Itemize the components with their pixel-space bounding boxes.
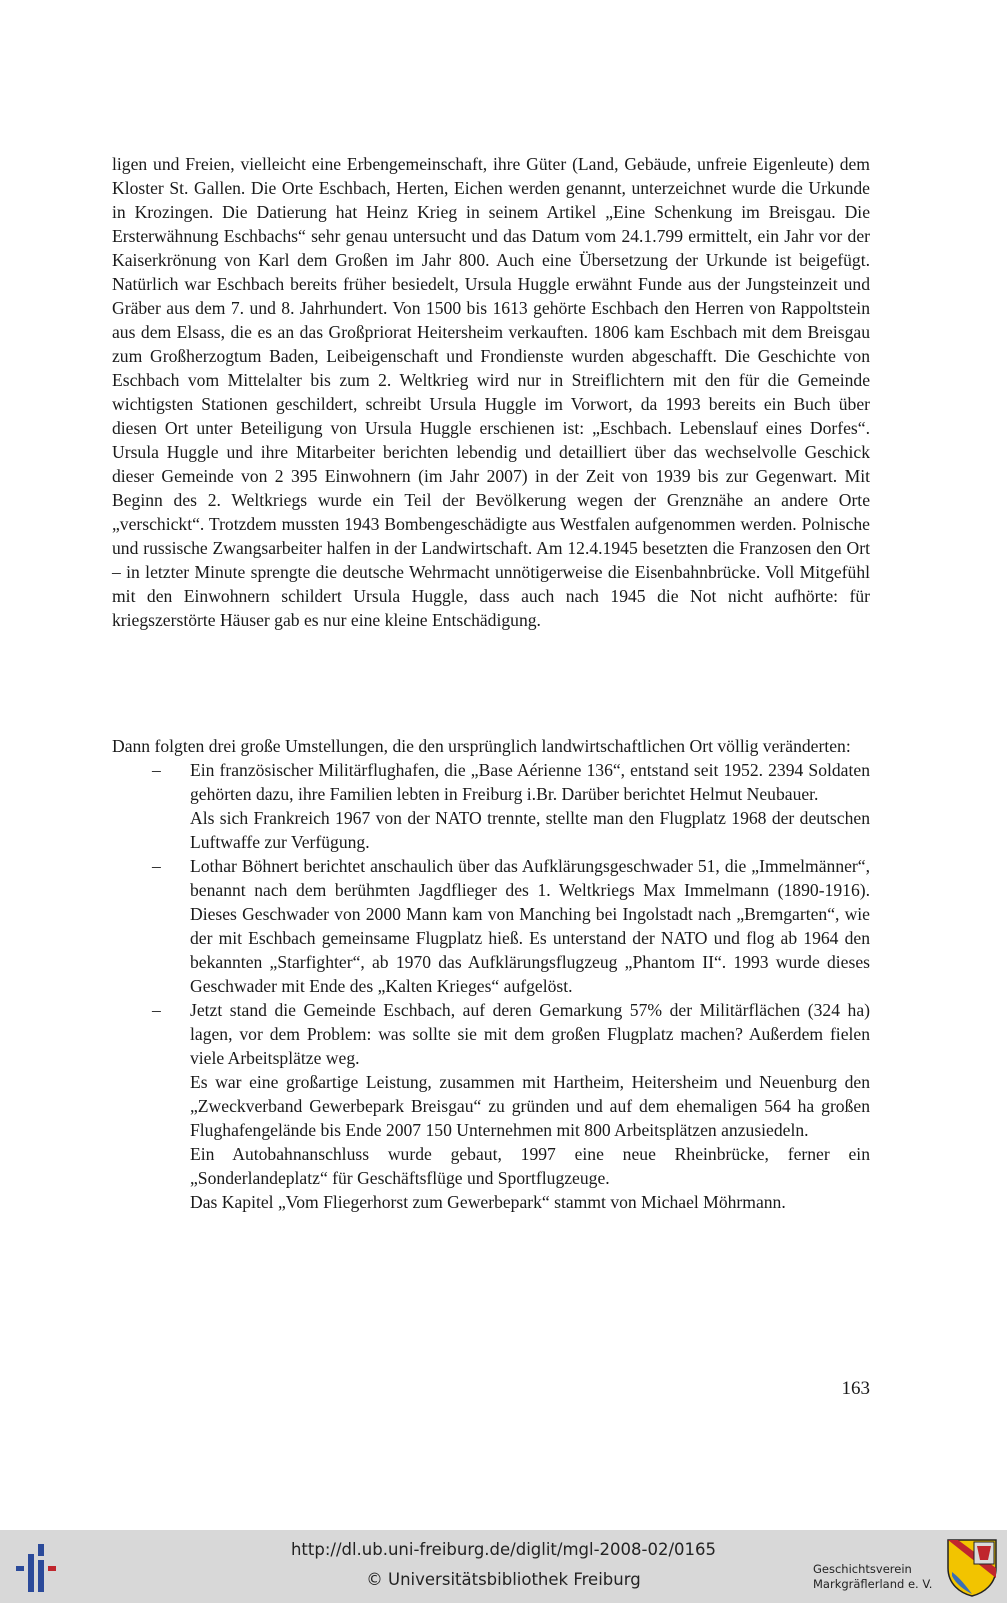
society-name — [813, 1562, 932, 1592]
paragraph-2-intro: Dann folgten drei große Umstellungen, die den ursprünglich landwirtschaftlichen Ort völlig veränderten: — [112, 736, 851, 756]
text-block-2 — [112, 734, 870, 1214]
paragraph-1: ligen und Freien, vielleicht eine Erbengemeinschaft, ihre Güter (Land, Gebäude, unfreie Eigenleute) dem Kloster St. Gallen. Die Orte Eschbach, Herten, Eichen werden genannt, unterzeichnet wurde die Urkunde in Krozingen. Die Datierung hat Heinz Krieg in seinem Artikel „Eine Schenkung im Breisgau. Die Ersterwähnung Eschbachs“ sehr genau untersucht und das Datum vom 24.1.799 ermittelt, ein Jahr vor der Kaiserkrönung von Karl dem Großen im Jahr 800. Auch eine Übersetzung der Urkunde ist beigefügt. Natürlich war Eschbach bereits früher besiedelt, Ursula Huggle erwähnt Funde aus der Jungsteinzeit und Gräber aus dem 7. und 8. Jahrhundert. Von 1500 bis 1613 gehörte Eschbach den Herren von Rappoltstein aus dem Elsass, die es an das Großpriorat Heitersheim verkauften. 1806 kam Eschbach mit dem Breisgau zum Großherzogtum Baden, Leibeigenschaft und Frondienste wurden abgeschafft. Die Geschichte von Eschbach vom Mittelalter bis zum 2. Weltkrieg wird nur in Streiflichtern mit den für die Gemeinde wichtigsten Stationen geschildert, schreibt Ursula Huggle im Vorwort, da 1993 bereits ein Buch über diesen Ort unter Beteiligung von Ursula Huggle erschienen ist: „Eschbach. Lebenslauf eines Dorfes“. Ursula Huggle und ihre Mitarbeiter berichten lebendig und detailliert über das wechselvolle Geschick dieser Gemeinde von 2 395 Einwohnern (im Jahr 2007) in der Zeit von 1939 bis zur Gegenwart. Mit Beginn des 2. Weltkriegs wurde ein Teil der Bevölkerung wegen der Grenznähe an andere Orte „verschickt“. Trotzdem mussten 1943 Bombengeschädigte aus Westfalen aufgenommen werden. Polnische und russische Zwangsarbeiter halfen in der Landwirtschaft. Am 12.4.1945 besetzten die Franzosen den Ort – in letzter Minute sprengte die deutsche Wehrmacht unnötigerweise die Eisenbahnbrücke. Voll Mitgefühl mit den Einwohnern schildert Ursula Huggle, dass auch nach 1945 die Not nicht aufhörte: für kriegszerstörte Häuser gab es nur eine kleine Entschädigung. — [112, 154, 870, 630]
society-line-1: Geschichtsverein — [813, 1562, 912, 1576]
change-list — [112, 758, 870, 1214]
list-item — [112, 758, 870, 854]
list-paragraph: Jetzt stand die Gemeinde Eschbach, auf deren Gemarkung 57% der Militärflächen (324 ha) lagen, vor dem Problem: was sollte sie mit dem großen Flugplatz machen? Außerdem fielen viele Arbeitsplätze weg. — [190, 1000, 870, 1068]
footer-copyright: © Universitätsbibliothek Freiburg — [366, 1570, 641, 1589]
dash-bullet: – — [152, 760, 161, 780]
list-item — [112, 854, 870, 998]
list-paragraph: Ein französischer Militärflughafen, die „Base Aérienne 136“, entstand seit 1952. 2394 Soldaten gehörten dazu, ihre Familien lebten in Freiburg i.Br. Darüber berichtet Helmut Neubauer. — [190, 760, 870, 804]
text-block-1 — [112, 152, 870, 632]
page-number: 163 — [841, 1378, 870, 1399]
coat-of-arms-icon — [946, 1538, 998, 1598]
list-paragraph: Es war eine großartige Leistung, zusammen mit Hartheim, Heitersheim und Neuenburg den „Zweckverband Gewerbepark Breisgau“ zu gründen und auf dem ehemaligen 564 ha großen Flughafengelände bis Ende 2007 150 Unternehmen mit 800 Arbeitsplätzen anzusiedeln. — [190, 1072, 870, 1140]
society-line-2: Markgräflerland e. V. — [813, 1577, 933, 1591]
footer-url[interactable]: http://dl.ub.uni-freiburg.de/diglit/mgl-2008-02/0165 — [290, 1540, 717, 1559]
dash-bullet: – — [152, 856, 161, 876]
list-item — [112, 998, 870, 1214]
dash-bullet: – — [152, 1000, 161, 1020]
list-paragraph: Ein Autobahnanschluss wurde gebaut, 1997 eine neue Rheinbrücke, ferner ein „Sonderlandeplatz“ für Geschäftsflüge und Sportflugzeuge. — [190, 1144, 870, 1188]
list-paragraph: Das Kapitel „Vom Fliegerhorst zum Gewerbepark“ stammt von Michael Möhrmann. — [190, 1192, 786, 1212]
list-paragraph: Lothar Böhnert berichtet anschaulich über das Aufklärungsgeschwader 51, die „Immelmänner“, benannt nach dem berühmten Jagdflieger des 1. Weltkriegs Max Immelmann (1890-1916). Dieses Geschwader von 2000 Mann kam von Manching bei Ingolstadt nach „Bremgarten“, wie der mit Eschbach gemeinsame Flugplatz hieß. Es unterstand der NATO und flog ab 1964 den bekannten „Starfighter“, ab 1970 das Aufklärungsflugzeug „Phantom II“. 1993 wurde dieses Geschwader mit Ende des „Kalten Krieges“ aufgelöst. — [190, 856, 870, 996]
footer-bar — [0, 1530, 1007, 1603]
list-paragraph: Als sich Frankreich 1967 von der NATO trennte, stellte man den Flugplatz 1968 der deutschen Luftwaffe zur Verfügung. — [190, 808, 870, 852]
